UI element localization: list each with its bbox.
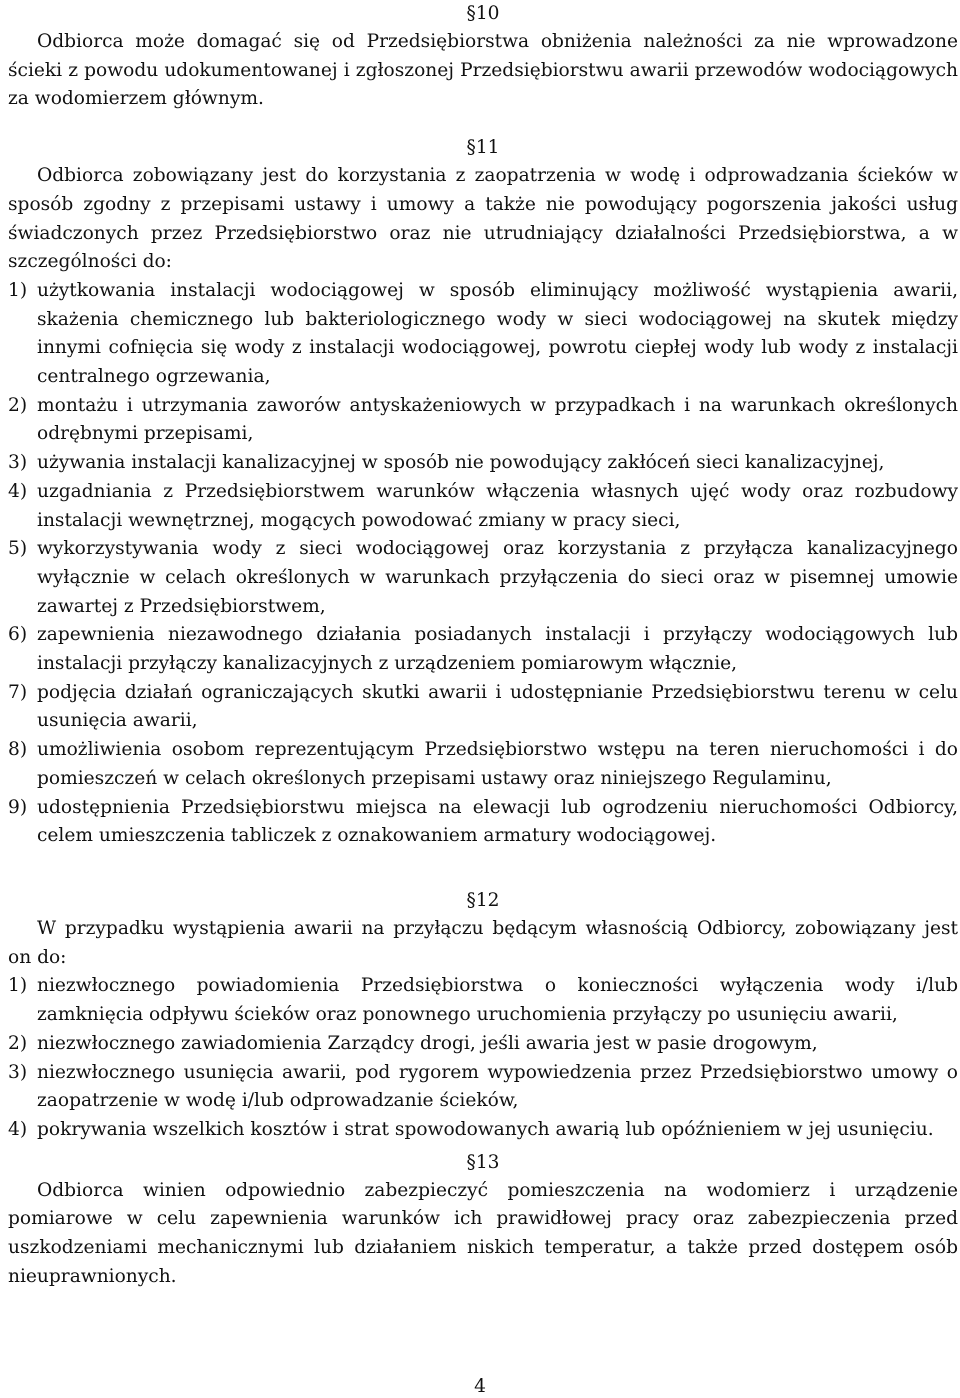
list-item-text: niezwłocznego usunięcia awarii, pod rygorem wypowiedzenia przez Przedsiębiorstwo umowy o zaopatrzenie w wodę i/lub odprowadzanie ścieków, <box>37 1061 958 1112</box>
list-item-number: 9) <box>8 796 28 818</box>
list-item <box>8 535 958 621</box>
section-heading: §10 <box>466 3 500 24</box>
list-item-text: używania instalacji kanalizacyjnej w sposób nie powodujący zakłóceń sieci kanalizacyjnej, <box>37 452 885 474</box>
list-item <box>8 392 958 449</box>
list-item-text: niezwłocznego zawiadomienia Zarządcy drogi, jeśli awaria jest w pasie drogowym, <box>37 1032 818 1054</box>
list-item <box>8 679 958 736</box>
list-item-text: uzgadniania z Przedsiębiorstwem warunków włączenia własnych ujęć wody oraz rozbudowy instalacji wewnętrznej, mogących powodować zmiany w pracy sieci, <box>37 480 958 531</box>
section-paragraph: Odbiorca może domagać się od Przedsiębiorstwa obniżenia należności za nie wprowadzone ścieki z powodu udokumentowanej i zgłoszonej Przedsiębiorstwu awarii przewodów wodociągowych za wodomierzem głównym. <box>8 31 958 110</box>
list-item-number: 1) <box>8 975 28 997</box>
section-paragraph: Odbiorca winien odpowiednio zabezpieczyć pomieszczenia na wodomierz i urządzenie pomiarowe w celu zapewnienia warunków ich prawidłowej pracy oraz zabezpieczenia przed uszkodzeniami mechanicznymi lub działaniem niskich temperatur, a także przed dostępem osób nieuprawnionych. <box>8 1179 958 1287</box>
list-item-number: 6) <box>8 624 28 646</box>
section-10 <box>8 0 958 114</box>
section-heading: §12 <box>466 889 500 911</box>
list-item-number: 2) <box>8 1032 28 1054</box>
list-item-number: 5) <box>8 538 28 560</box>
section-12 <box>8 887 958 1145</box>
page-number: 4 <box>474 1376 486 1397</box>
list-item-text: zapewnienia niezawodnego działania posiadanych instalacji i przyłączy wodociągowych lub instalacji przyłączy kanalizacyjnych z urządzeniem pomiarowym włącznie, <box>37 624 958 675</box>
failure-obligations-list <box>8 972 958 1144</box>
list-item <box>8 736 958 793</box>
section-heading: §13 <box>466 1151 500 1173</box>
list-item <box>8 449 958 478</box>
list-item-number: 3) <box>8 452 28 474</box>
list-item-text: montażu i utrzymania zaworów antyskażeniowych w przypadkach i na warunkach określonych odrębnymi przepisami, <box>37 394 958 445</box>
list-item-number: 2) <box>8 394 28 416</box>
list-item <box>8 1116 958 1145</box>
list-item-number: 8) <box>8 739 28 761</box>
list-item-number: 1) <box>8 279 28 301</box>
list-item-number: 7) <box>8 681 28 703</box>
list-item <box>8 277 958 392</box>
list-item-text: umożliwienia osobom reprezentującym Przedsiębiorstwo wstępu na teren nieruchomości i do pomieszczeń w celach określonych przepisami ustawy oraz niniejszego Regulaminu, <box>37 739 958 789</box>
section-heading: §11 <box>466 137 500 159</box>
list-item-text: podjęcia działań ograniczających skutki awarii i udostępnianie Przedsiębiorstwu terenu w celu usunięcia awarii, <box>37 681 958 732</box>
list-item-text: użytkowania instalacji wodociągowej w sposób eliminujący możliwość wystąpienia awarii, skażenia chemicznego lub bakteriologicznego wody w sieci wodociągowej na skutek między innymi cofnięcia się wody z instalacji wodociągowej, powrotu ciepłej wody lub wody z instalacji centralnego ogrzewania, <box>37 279 958 388</box>
list-item-number: 4) <box>8 480 28 502</box>
section-paragraph: W przypadku wystąpienia awarii na przyłączu będącym własnością Odbiorcy, zobowiązany jest on do: <box>8 917 958 968</box>
list-item-number: 3) <box>8 1061 28 1083</box>
obligations-list <box>8 277 958 851</box>
list-item-text: udostępnienia Przedsiębiorstwu miejsca na elewacji lub ogrodzeniu nieruchomości Odbiorcy, celem umieszczenia tabliczek z oznakowaniem armatury wodociągowej. <box>37 796 958 847</box>
list-item <box>8 478 958 535</box>
list-item <box>8 972 958 1029</box>
list-item <box>8 794 958 851</box>
list-item <box>8 1059 958 1116</box>
list-item-text: wykorzystywania wody z sieci wodociągowej oraz korzystania z przyłącza kanalizacyjnego wyłącznie w celach określonych w warunkach przyłączenia do sieci oraz w pisemnej umowie zawartej z Przedsiębiorstwem, <box>37 538 958 617</box>
section-paragraph: Odbiorca zobowiązany jest do korzystania z zaopatrzenia w wodę i odprowadzania ścieków w sposób zgodny z przepisami ustawy i umowy a także nie powodujący pogorszenia jakości usług świadczonych przez Przedsiębiorstwo oraz nie utrudniający działalności Przedsiębiorstwa, a w szczególności do: <box>8 165 958 273</box>
list-item <box>8 621 958 678</box>
list-item-text: pokrywania wszelkich kosztów i strat spowodowanych awarią lub opóźnieniem w jej usunięciu. <box>37 1118 934 1140</box>
list-item-number: 4) <box>8 1118 28 1140</box>
section-13 <box>8 1149 958 1292</box>
list-item <box>8 1030 958 1059</box>
section-11 <box>8 134 958 851</box>
list-item-text: niezwłocznego powiadomienia Przedsiębiorstwa o konieczności wyłączenia wody i/lub zamknięcia odpływu ścieków oraz ponownego uruchomienia przyłączy po usunięciu awarii, <box>37 975 958 1026</box>
document-page <box>8 0 958 1291</box>
